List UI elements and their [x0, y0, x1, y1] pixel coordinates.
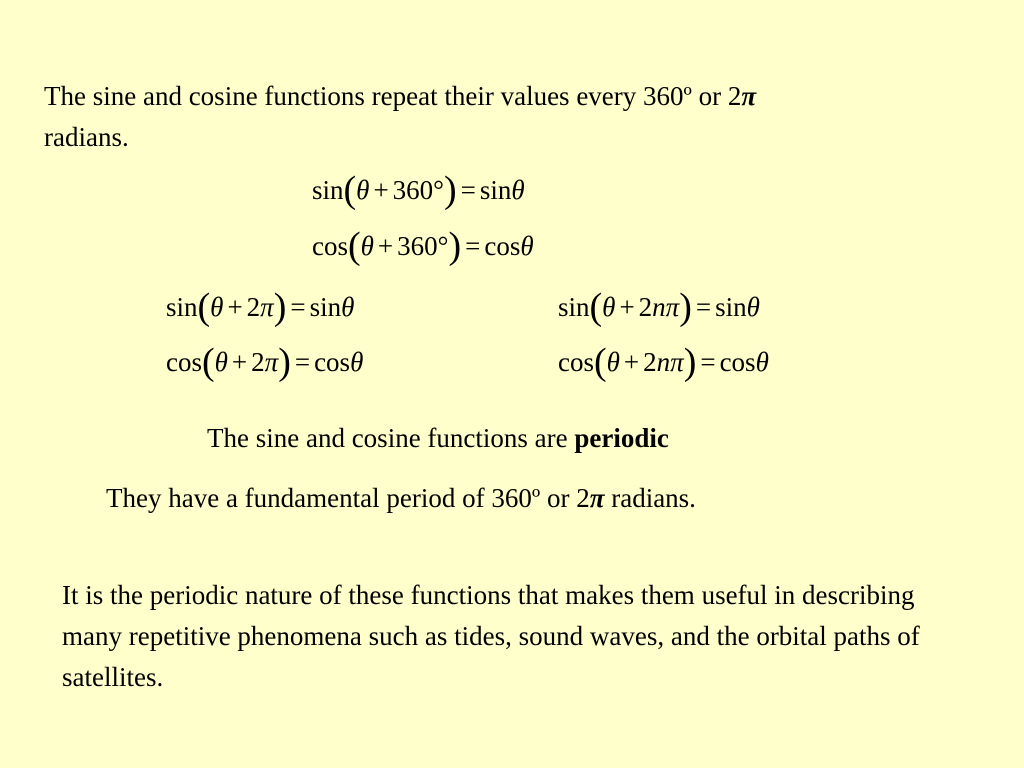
- theta: θ: [214, 347, 228, 377]
- eq-fn: sin: [558, 292, 590, 322]
- theta: θ: [356, 175, 370, 205]
- periodic-statement-text: The sine and cosine functions are: [207, 423, 575, 453]
- theta: θ: [210, 292, 224, 322]
- open-paren: (: [343, 169, 357, 211]
- coefficient: 2: [251, 347, 265, 377]
- plus-sign: +: [623, 347, 640, 377]
- close-paren: ): [448, 225, 462, 267]
- eq-fn: sin: [312, 175, 344, 205]
- rhs-theta: θ: [755, 347, 769, 377]
- equation-sin-2pi: [166, 287, 354, 327]
- eq-fn: cos: [312, 231, 348, 261]
- close-paren: ): [679, 286, 692, 328]
- pi-symbol: π: [665, 292, 680, 322]
- equation-cos-2pi: [166, 342, 363, 382]
- intro-paragraph: [44, 76, 974, 158]
- rhs-fn: sin: [309, 292, 342, 322]
- n-variable: n: [656, 347, 671, 377]
- equals-sign: =: [700, 347, 716, 377]
- close-paren: ): [278, 341, 291, 383]
- equals-sign: =: [465, 231, 481, 261]
- intro-text-radians: radians.: [44, 122, 129, 152]
- theta: θ: [360, 231, 374, 261]
- equation-sin-2npi: [558, 287, 760, 327]
- rhs-fn: cos: [719, 347, 756, 377]
- rhs-fn: cos: [484, 231, 521, 261]
- eq-fn: cos: [558, 347, 594, 377]
- pi-symbol: π: [670, 347, 684, 377]
- equals-sign: =: [695, 292, 712, 322]
- rhs-theta: θ: [350, 347, 364, 377]
- fundamental-period-radians: radians.: [604, 483, 696, 513]
- close-paren: ): [443, 169, 457, 211]
- rhs-fn: sin: [715, 292, 747, 322]
- plus-sign: +: [373, 175, 389, 205]
- open-paren: (: [197, 286, 211, 328]
- periodic-keyword: periodic: [574, 423, 669, 453]
- rhs-fn: sin: [479, 175, 512, 205]
- equation-cos-360: [312, 226, 534, 266]
- equals-sign: =: [290, 292, 306, 322]
- plus-sign: +: [619, 292, 635, 322]
- plus-sign: +: [231, 347, 248, 377]
- pi-symbol: π: [589, 483, 605, 513]
- equals-sign: =: [460, 175, 476, 205]
- open-paren: (: [589, 286, 603, 328]
- rhs-theta: θ: [746, 292, 760, 322]
- angle: 360°: [397, 231, 449, 261]
- theta: θ: [606, 347, 620, 377]
- rhs-theta: θ: [520, 231, 534, 261]
- n-variable: n: [652, 292, 666, 322]
- fundamental-period-statement: [106, 478, 696, 518]
- angle: 360°: [392, 175, 444, 205]
- close-paren: ): [273, 286, 287, 328]
- intro-text: The sine and cosine functions repeat their values every 360º or 2: [44, 81, 742, 111]
- equation-sin-360: [312, 170, 525, 210]
- closing-paragraph: It is the periodic nature of these functions that makes them useful in describing many repetitive phenomena such as tides, sound waves, and the orbital paths of satellites.: [62, 580, 920, 692]
- periodic-statement: [207, 418, 669, 458]
- rhs-theta: θ: [341, 292, 355, 322]
- equals-sign: =: [294, 347, 311, 377]
- open-paren: (: [594, 341, 607, 383]
- rhs-fn: cos: [314, 347, 351, 377]
- pi-symbol: π: [264, 347, 279, 377]
- eq-fn: cos: [166, 347, 202, 377]
- pi-symbol: π: [260, 292, 274, 322]
- pi-symbol: π: [741, 81, 757, 111]
- open-paren: (: [348, 225, 361, 267]
- coefficient: 2: [643, 347, 657, 377]
- theta: θ: [602, 292, 616, 322]
- coefficient: 2: [638, 292, 653, 322]
- eq-fn: sin: [166, 292, 198, 322]
- close-paren: ): [683, 341, 697, 383]
- open-paren: (: [202, 341, 215, 383]
- plus-sign: +: [377, 231, 394, 261]
- equation-cos-2npi: [558, 342, 769, 382]
- fundamental-period-text: They have a fundamental period of 360º or 2: [106, 483, 590, 513]
- plus-sign: +: [227, 292, 243, 322]
- rhs-theta: θ: [511, 175, 525, 205]
- coefficient: 2: [246, 292, 261, 322]
